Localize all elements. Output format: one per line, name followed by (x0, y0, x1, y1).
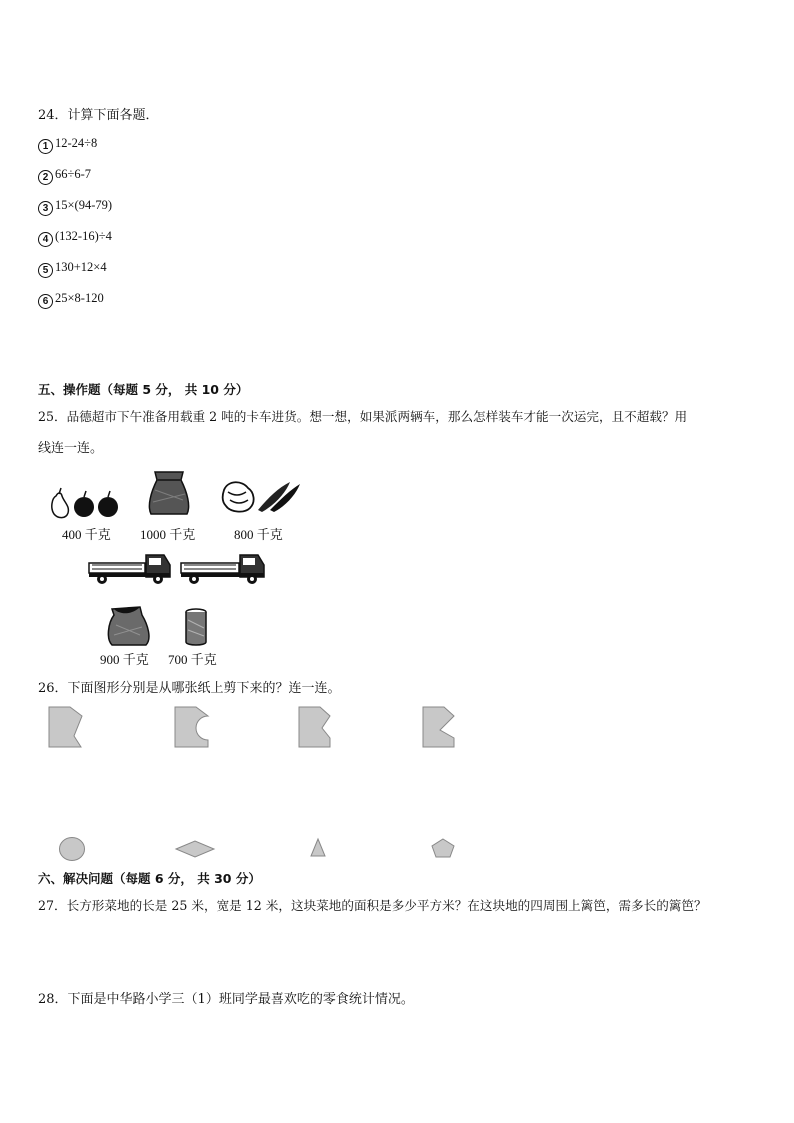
q28-text: 28．下面是中华路小学三（1）班同学最喜欢吃的零食统计情况。 (38, 992, 414, 1007)
circle-shape (58, 836, 86, 862)
section-heading-5: 五、操作题（每题 5 分， 共 10 分） (38, 382, 249, 397)
rhombus-shape (175, 840, 215, 858)
cut-paper-3 (298, 706, 334, 748)
cut-paper-4 (422, 706, 458, 748)
calc-item-5 (38, 260, 107, 278)
calc-item-4 (38, 229, 112, 247)
goods-label-4: 900 千克 (100, 652, 149, 667)
cut-paper-2 (174, 706, 210, 748)
goods-label-2: 1000 千克 (140, 527, 196, 542)
calc-expression: 25×8-120 (55, 291, 104, 305)
calc-item-1 (38, 136, 97, 154)
q25-line1: 25．品德超市下午准备用载重 2 吨的卡车进货。想一想，如果派两辆车，那么怎样装车才能一次运完，且不超载？用 (38, 409, 688, 424)
section-heading-6: 六、解决问题（每题 6 分， 共 30 分） (38, 871, 261, 886)
q26-title: 26．下面图形分别是从哪张纸上剪下来的？连一连。 (38, 681, 341, 696)
fruit-icon (48, 486, 120, 520)
calc-expression: (132-16)÷4 (55, 229, 112, 243)
triangle-shape (309, 838, 327, 858)
barrel-icon (184, 608, 208, 646)
truck-icon (88, 551, 172, 585)
q27-text: 27．长方形菜地的长是 25 米，宽是 12 米，这块菜地的面积是多少平方米？在这块地的四周围上篱笆，需多长的篱笆？ (38, 898, 707, 913)
circled-number: 2 (38, 170, 53, 185)
calc-item-2 (38, 167, 91, 185)
calc-item-6 (38, 291, 104, 309)
cut-paper-1 (48, 706, 84, 748)
truck-icon (180, 551, 266, 585)
circled-number: 5 (38, 263, 53, 278)
calc-expression: 130+12×4 (55, 260, 107, 274)
goods-label-1: 400 千克 (62, 527, 111, 542)
q24-title: 24．计算下面各题． (38, 108, 159, 123)
circled-number: 1 (38, 139, 53, 154)
pentagon-shape (431, 838, 455, 858)
circled-number: 3 (38, 201, 53, 216)
calc-expression: 15×(94-79) (55, 198, 113, 212)
calc-expression: 12-24÷8 (55, 136, 98, 150)
calc-expression: 66÷6-7 (55, 167, 92, 181)
q25-line2: 线连一连。 (38, 441, 104, 456)
vegetables-icon (220, 478, 302, 514)
circled-number: 4 (38, 232, 53, 247)
circled-number: 6 (38, 294, 53, 309)
calc-item-3 (38, 198, 112, 216)
goods-label-3: 800 千克 (234, 527, 283, 542)
sack-icon (147, 470, 191, 516)
bag-icon (106, 605, 152, 647)
goods-label-5: 700 千克 (168, 652, 217, 667)
